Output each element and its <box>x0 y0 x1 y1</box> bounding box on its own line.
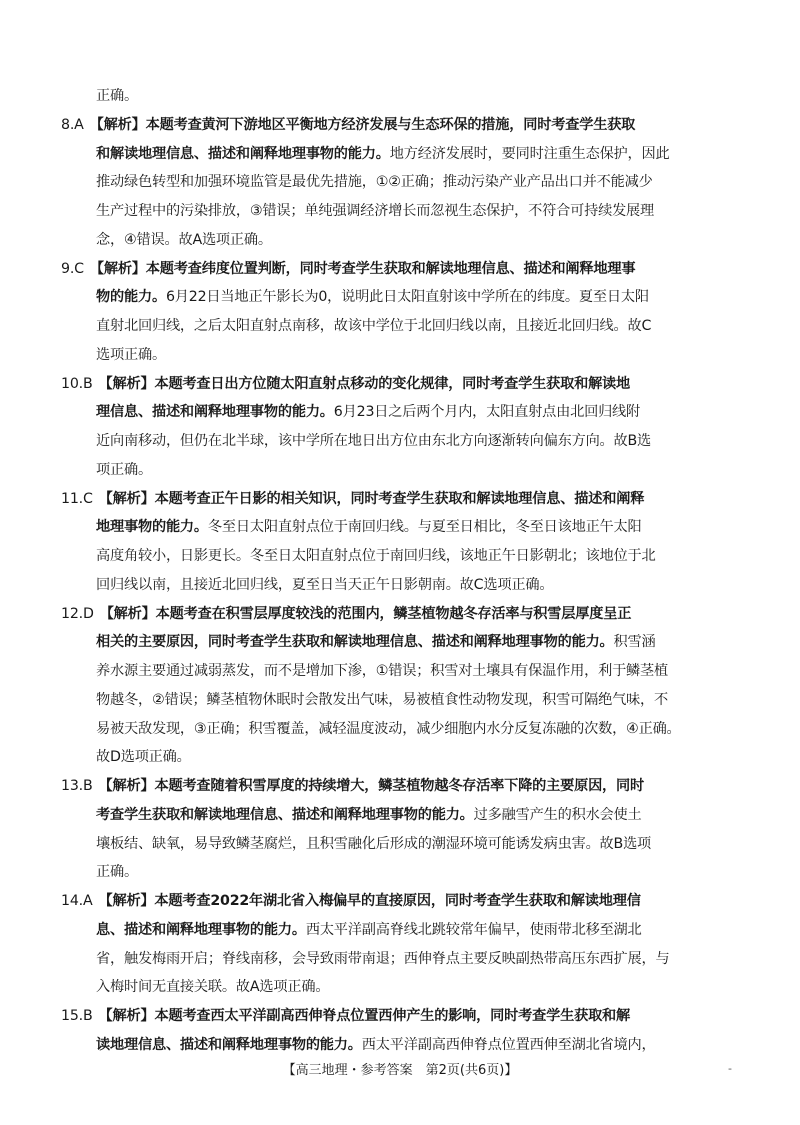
answer-line <box>96 719 681 739</box>
analysis-text: 念，④错误。故A选项正确。 <box>96 231 272 248</box>
answer-line <box>96 431 651 451</box>
analysis-text: 6月23日之后两个月内，太阳直射点由北回归线附 <box>333 404 641 421</box>
analysis-heading: 物的能力。 <box>96 289 166 306</box>
analysis-text: 项正确。 <box>96 461 152 478</box>
answer-line <box>61 374 630 394</box>
answer-line <box>96 747 191 767</box>
answer-line <box>61 891 641 911</box>
corner-mark: - <box>728 1062 732 1075</box>
analysis-heading: 【解析】本题考查2022年湖北省入梅偏早的直接原因，同时考查学生获取和解读地理信 <box>98 893 641 909</box>
answer-line <box>61 1006 630 1026</box>
analysis-text: 正确。 <box>96 864 138 881</box>
answer-line <box>96 862 138 882</box>
question-number: 12.D <box>61 605 94 622</box>
answer-line <box>96 86 138 106</box>
answer-line <box>61 489 644 509</box>
analysis-text: 积雪涵 <box>613 634 656 651</box>
analysis-text: 回归线以南，且接近北回归线，夏至日当天正午日影朝南。故C选项正确。 <box>96 576 554 593</box>
answer-line <box>96 1035 656 1055</box>
analysis-text: 正确。 <box>96 88 138 104</box>
answer-line <box>96 517 642 537</box>
page-footer: 【高三地理・参考答案 第2页(共6页)】 <box>282 1063 518 1078</box>
answer-line <box>96 805 642 825</box>
analysis-text: 易被天敌发现，③正确；积雪覆盖，减轻温度波动，减少细胞内水分反复冻融的次数，④正确。 <box>96 720 681 737</box>
answer-line <box>96 230 272 250</box>
analysis-heading: 考查学生获取和解读地理信息、描述和阐释地理事物的能力。 <box>96 806 474 823</box>
analysis-heading: 【解析】本题考查纬度位置判断，同时考查学生获取和解读地理信息、描述和阐释地理事 <box>89 260 636 277</box>
answer-line <box>96 345 166 365</box>
answer-line <box>96 920 642 940</box>
answer-line <box>96 575 553 595</box>
analysis-text: 省，触发梅雨开启；脊线南移，会导致雨带南退；西伸脊点主要反映副热带高压东西扩展，与 <box>96 950 670 967</box>
analysis-text: 高度角较小，日影更长。冬至日太阳直射点位于南回归线，该地正午日影朝北；该地位于北 <box>96 548 656 564</box>
answer-line <box>96 172 653 192</box>
analysis-text: 入梅时间无直接关联。故A选项正确。 <box>96 979 330 996</box>
analysis-text: 西太平洋副高西伸脊点位置西伸至湖北省境内， <box>361 1036 656 1053</box>
analysis-text: 过多融雪产生的积水会使土 <box>473 806 642 823</box>
analysis-text: 壤板结、缺氧，易导致鳞茎腐烂，且积雪融化后形成的潮湿环境可能诱发病虫害。故B选项 <box>96 835 652 852</box>
answer-line <box>96 977 329 997</box>
analysis-text: 故D选项正确。 <box>96 749 191 766</box>
analysis-heading: 相关的主要原因，同时考查学生获取和解读地理信息、描述和阐释地理事物的能力。 <box>96 634 614 651</box>
answer-line <box>96 316 651 336</box>
answer-line <box>96 632 656 652</box>
answer-line <box>96 949 670 969</box>
answer-line <box>96 661 668 681</box>
analysis-text: 物越冬，②错误；鳞茎植物休眠时会散发出气味，易被植食性动物发现，积雪可隔绝气味，不 <box>96 691 669 708</box>
analysis-text: 近向南移动，但仍在北半球，该中学所在地日出方位由东北方向逐渐转向偏东方向。故B选 <box>96 433 652 449</box>
analysis-text: 冬至日太阳直射点位于南回归线。与夏至日相比，冬至日该地正午太阳 <box>207 519 642 536</box>
analysis-heading: 【解析】本题考查黄河下游地区平衡地方经济发展与生态环保的措施，同时考查学生获取 <box>89 116 636 133</box>
answer-line <box>96 201 654 221</box>
analysis-heading: 理信息、描述和阐释地理事物的能力。 <box>96 404 334 421</box>
analysis-heading: 地理事物的能力。 <box>96 519 208 536</box>
analysis-text: 选项正确。 <box>96 346 166 363</box>
answer-line <box>61 604 631 624</box>
analysis-heading: 【解析】本题考查在积雪层厚度较浅的范围内，鳞茎植物越冬存活率与积雪层厚度呈正 <box>99 605 632 622</box>
analysis-text: 直射北回归线，之后太阳直射点南移，故该中学位于北回归线以南，且接近北回归线。故C <box>96 318 652 334</box>
answer-line <box>96 690 668 710</box>
question-number: 11.C <box>61 490 93 507</box>
analysis-text: 地方经济发展时，要同时注重生态保护，因此 <box>389 145 670 162</box>
answer-line <box>96 460 152 480</box>
answer-line <box>96 144 670 164</box>
question-number: 8.A <box>61 116 84 133</box>
analysis-text: 养水源主要通过减弱蒸发，而不是增加下渗，①错误；积雪对土壤具有保温作用，利于鳞茎植 <box>96 663 669 679</box>
question-number: 10.B <box>61 375 93 392</box>
answer-line <box>96 402 640 422</box>
analysis-text: 推动绿色转型和加强环境监管是最优先措施，①②正确；推动污染产业产品出口并不能减少 <box>96 174 653 191</box>
question-number: 14.A <box>61 893 93 909</box>
question-number: 9.C <box>61 260 84 277</box>
answer-line <box>61 776 644 796</box>
analysis-heading: 【解析】本题考查西太平洋副高西伸脊点位置西伸产生的影响，同时考查学生获取和解 <box>98 1008 631 1024</box>
answer-line <box>96 546 656 566</box>
analysis-text: 6月22日当地正午影长为0，说明此日太阳直射该中学所在的纬度。夏至日太阳 <box>165 289 649 306</box>
analysis-text: 生产过程中的污染排放，③错误；单纯强调经济增长而忽视生态保护，不符合可持续发展理 <box>96 203 655 219</box>
answer-line <box>96 287 649 307</box>
analysis-heading: 【解析】本题考查日出方位随太阳直射点移动的变化规律，同时考查学生获取和解读地 <box>98 375 631 392</box>
answer-line <box>96 834 651 854</box>
analysis-heading: 和解读地理信息、描述和阐释地理事物的能力。 <box>96 145 390 162</box>
question-number: 15.B <box>61 1008 93 1024</box>
question-number: 13.B <box>61 778 93 794</box>
analysis-text: 西太平洋副高脊线北跳较常年偏早，使雨带北移至湖北 <box>305 921 642 938</box>
answer-line <box>61 259 635 279</box>
analysis-heading: 息、描述和阐释地理事物的能力。 <box>96 921 306 938</box>
answer-line <box>61 115 635 135</box>
analysis-heading: 【解析】本题考查正午日影的相关知识，同时考查学生获取和解读地理信息、描述和阐释 <box>98 490 645 507</box>
analysis-heading: 读地理信息、描述和阐释地理事物的能力。 <box>96 1036 362 1053</box>
analysis-heading: 【解析】本题考查随着积雪厚度的持续增大，鳞茎植物越冬存活率下降的主要原因，同时 <box>98 778 645 794</box>
